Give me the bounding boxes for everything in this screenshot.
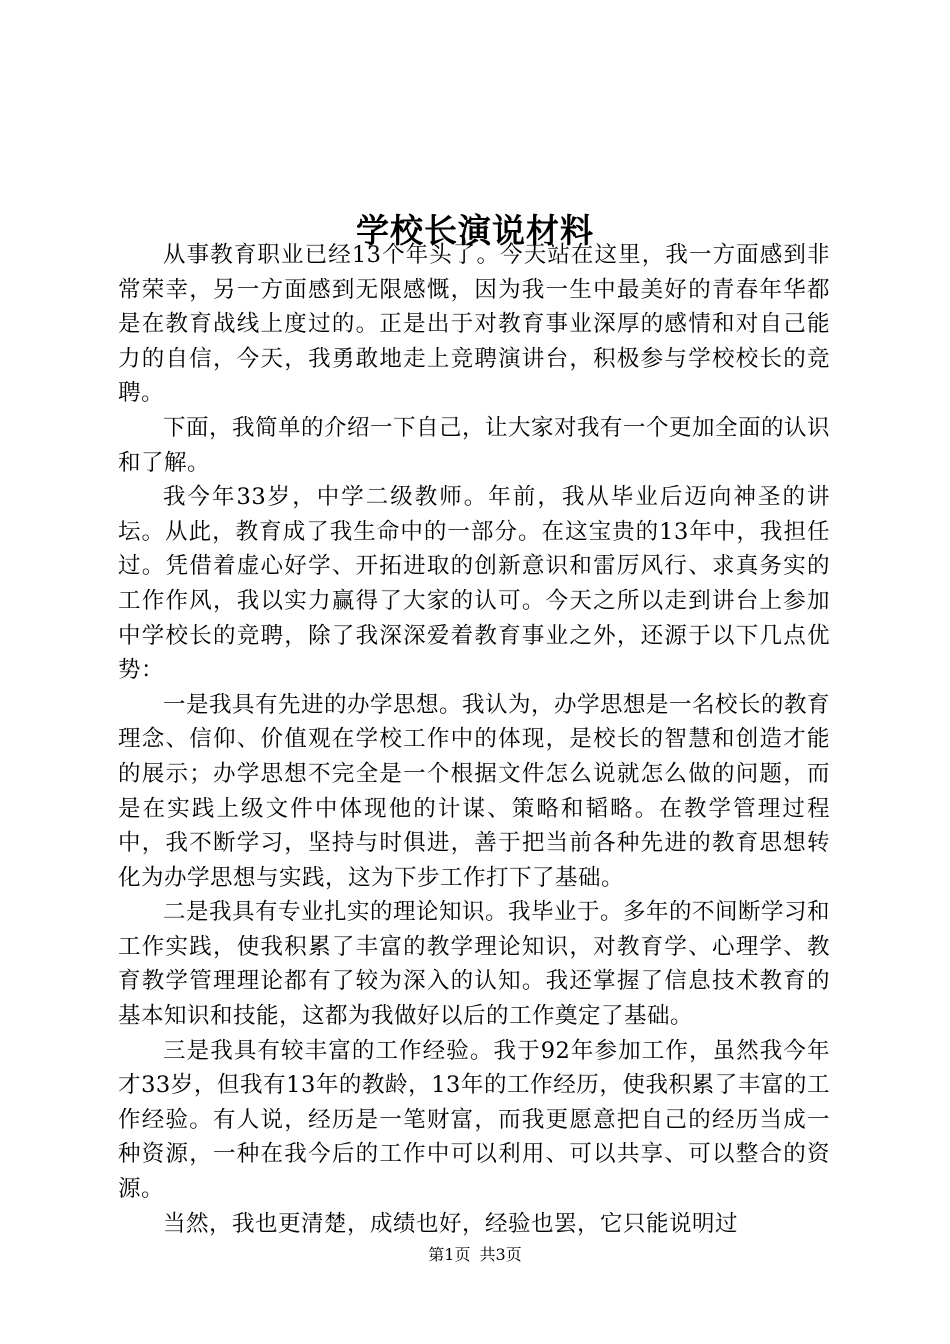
paragraph-5: 二是我具有专业扎实的理论知识。我毕业于。多年的不间断学习和工作实践，使我积累了丰富的教学理论知识，对教育学、心理学、教育教学管理理论都有了较为深入的认知。我还掌握了信息技术教育的基本知识和技能，这都为我做好以后的工作奠定了基础。: [118, 899, 831, 1030]
paragraph-1: 从事教育职业已经13个年头了。今天站在这里，我一方面感到非常荣幸，另一方面感到无限感慨，因为我一生中最美好的青春年华都是在教育战线上度过的。正是出于对教育事业深厚的感情和对自己能力的自信，今天，我勇敢地走上竞聘演讲台，积极参与学校校长的竞聘。: [118, 242, 830, 407]
paragraph-4: 一是我具有先进的办学思想。我认为，办学思想是一名校长的教育理念、信仰、价值观在学校工作中的体现，是校长的智慧和创造才能的展示；办学思想不完全是一个根据文件怎么说就怎么做的问题，而是在实践上级文件中体现他的计谋、策略和韬略。在教学管理过程中，我不断学习，坚持与时俱进，善于把当前各种先进的教育思想转化为办学思想与实践，这为下步工作打下了基础。: [118, 691, 831, 891]
page-number: 第1页: [428, 1245, 471, 1264]
paragraph-6: 三是我具有较丰富的工作经验。我于92年参加工作，虽然我今年才33岁，但我有13年的教龄，13年的工作经历，使我积累了丰富的工作经验。有人说，经历是一笔财富，而我更愿意把自己的经历当成一种资源，一种在我今后的工作中可以利用、可以共享、可以整合的资源。: [118, 1037, 830, 1203]
document-title: 学校长演说材料: [356, 211, 594, 251]
page-total: 共3页: [479, 1245, 522, 1264]
paragraph-3: 我今年33岁，中学二级教师。年前，我从毕业后迈向神圣的讲坛。从此，教育成了我生命中的一部分。在这宝贵的13年中，我担任过。凭借着虚心好学、开拓进取的创新意识和雷厉风行、求真务实的工作作风，我以实力赢得了大家的认可。今天之所以走到讲台上参加中学校长的竞聘，除了我深深爱着教育事业之外，还源于以下几点优势：: [118, 484, 830, 684]
paragraph-7: 当然，我也更清楚，成绩也好，经验也罢，它只能说明过: [163, 1210, 739, 1237]
page-footer: [0, 1244, 950, 1266]
paragraph-2: 下面，我简单的介绍一下自己，让大家对我有一个更加全面的认识和了解。: [118, 414, 831, 476]
document-body: [118, 238, 830, 1241]
